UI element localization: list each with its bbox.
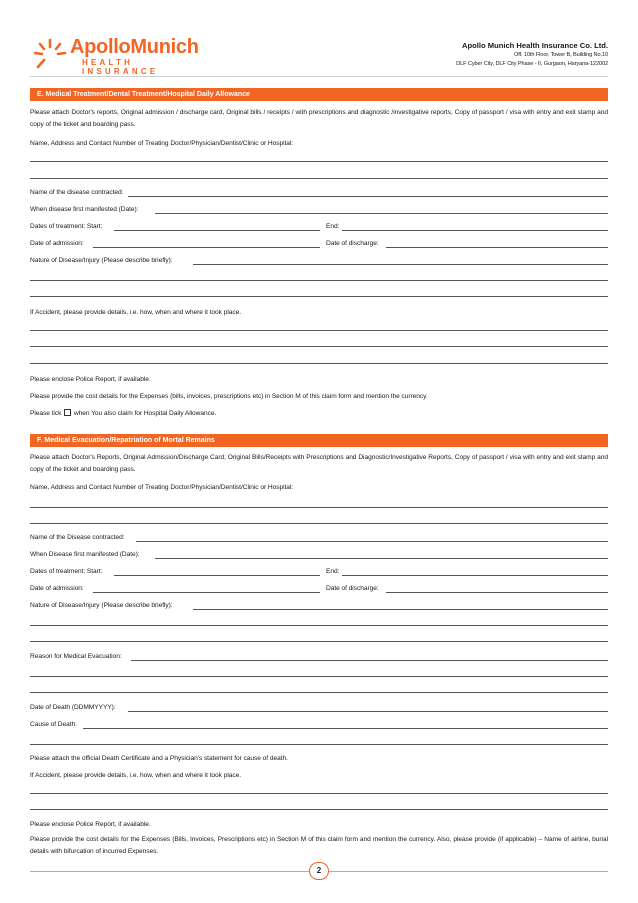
section-f-admission-field[interactable] (93, 592, 320, 593)
section-e-cost-note: Please provide the cost details for the Expenses (bills, invoices, prescriptions etc) in Section M of this claim form and mention the currency. (30, 393, 428, 400)
section-e-manifest-label: When disease first manifested (Date): (30, 206, 139, 213)
section-f-evacuation-line-3[interactable] (30, 692, 608, 693)
logo-wordmark: ApolloMunich (70, 36, 199, 58)
section-e-end-field[interactable] (342, 230, 608, 231)
header-divider (30, 76, 608, 77)
section-f-end-field[interactable] (342, 575, 608, 576)
section-f-manifest-field[interactable] (155, 558, 608, 559)
section-e-disease-field[interactable] (128, 196, 608, 197)
section-f-death-cause-field[interactable] (83, 728, 608, 729)
section-f-nature-label: Nature of Disease/Injury (Please describe briefly): (30, 602, 173, 609)
section-e-doctor-label: Name, Address and Contact Number of Treating Doctor/Physician/Dentist/Clinic or Hospital: (30, 140, 294, 147)
section-f-police-note: Please enclose Police Report, if available. (30, 821, 151, 828)
section-e-accident-line-1[interactable] (30, 330, 608, 331)
section-e-doctor-line-1[interactable] (30, 161, 608, 162)
section-e-accident-line-2[interactable] (30, 346, 608, 347)
section-e-disease-label: Name of the disease contracted: (30, 189, 124, 196)
section-e-nature-label: Nature of Disease/Injury (Please describe briefly): (30, 257, 173, 264)
section-f-discharge-label: Date of discharge: (326, 585, 379, 592)
section-e-discharge-label: Date of discharge: (326, 240, 379, 247)
address-line-1: Off. 10th Floor, Tower B, Building No.10 (513, 52, 608, 58)
section-e-admission-field[interactable] (93, 247, 320, 248)
section-f-accident-line-1[interactable] (30, 793, 608, 794)
logo-sun-icon (30, 36, 70, 70)
section-e-nature-field[interactable] (193, 264, 608, 265)
section-f-death-cause-line-2[interactable] (30, 744, 608, 745)
section-f-death-cause-label: Cause of Death: (30, 721, 77, 728)
section-e-manifest-field[interactable] (155, 213, 608, 214)
section-f-nature-field[interactable] (193, 609, 608, 610)
section-f-start-field[interactable] (114, 575, 320, 576)
section-f-death-date-label: Date of Death (DDMMYYYY): (30, 704, 116, 711)
section-f-doctor-label: Name, Address and Contact Number of Treating Doctor/Physician/Dentist/Clinic or Hospital: (30, 484, 294, 491)
section-e-attach-note: Please attach Doctor's reports, Original admission / discharge card, Original bills / receipts / with prescriptions and diagnostic /investigative reports, Copy of passport / visa with entry and exit stamp and copy of the ticket and boarding pass. (30, 109, 608, 128)
section-e-start-label: Dates of treatment: Start: (30, 223, 103, 230)
logo-tagline: HEALTH INSURANCE (82, 58, 159, 76)
section-f-doctor-line-2[interactable] (30, 523, 608, 524)
section-f-death-cert-note: Please attach the official Death Certificate and a Physician's statement for cause of death. (30, 755, 288, 762)
section-f-disease-field[interactable] (136, 541, 608, 542)
section-e-accident-line-3[interactable] (30, 363, 608, 364)
section-f-end-label: End: (326, 568, 340, 575)
section-e-discharge-field[interactable] (386, 247, 608, 248)
section-f-manifest-label: When Disease first manifested (Date): (30, 551, 140, 558)
section-e-nature-line-3[interactable] (30, 296, 608, 297)
address-line-2: DLF Cyber City, DLF City Phase - II, Gurgaon, Haryana-122002 (456, 61, 608, 67)
company-address-block (456, 40, 608, 69)
section-f-start-label: Dates of treatment: Start: (30, 568, 103, 575)
section-e-doctor-line-2[interactable] (30, 178, 608, 179)
section-f-doctor-line-1[interactable] (30, 507, 608, 508)
section-e-nature-line-2[interactable] (30, 280, 608, 281)
page-number: 2 (309, 862, 329, 880)
section-f-accident-line-2[interactable] (30, 809, 608, 810)
company-name: Apollo Munich Health Insurance Co. Ltd. (462, 41, 608, 50)
section-f-evacuation-line-2[interactable] (30, 676, 608, 677)
section-e-header: E. Medical Treatment/Dental Treatment/Hospital Daily Allowance (30, 88, 608, 101)
section-f-evacuation-label: Reason for Medical Evacuation: (30, 653, 122, 660)
section-f-evacuation-field[interactable] (131, 660, 608, 661)
section-f-admission-label: Date of admission: (30, 585, 84, 592)
section-e-start-field[interactable] (114, 230, 320, 231)
section-e-admission-label: Date of admission: (30, 240, 84, 247)
section-e-police-note: Please enclose Police Report, if available. (30, 376, 151, 383)
company-logo (30, 36, 210, 76)
section-e-end-label: End: (326, 223, 340, 230)
section-f-nature-line-3[interactable] (30, 641, 608, 642)
hospital-daily-allowance-checkbox[interactable] (64, 409, 71, 416)
section-e-tick-line: Please tick when You also claim for Hospital Daily Allowance. (30, 410, 217, 417)
section-f-header: F. Medical Evacuation/Repatriation of Mortal Remains (30, 434, 608, 447)
section-f-accident-label: If Accident, please provide details, i.e. how, when and where it took place. (30, 772, 241, 779)
section-f-nature-line-2[interactable] (30, 625, 608, 626)
section-f-attach-note: Please attach Doctor's Reports, Original Admission/Discharge Card, Original Bills/Receipts with Prescriptions and Diagnostic/Investigative Reports, Copy of passport / visa with entry and exit stamp and copy of the ticket and boarding pass. (30, 454, 608, 473)
section-f-disease-label: Name of the Disease contracted: (30, 534, 125, 541)
section-f-cost-note: Please provide the cost details for the Expenses (Bills, Invoices, Prescriptions etc) in Section M of this claim form and mention the currency. Also, please provide (if applicable) – Name of airline, burial details with bifurcation of incurred Expenses. (30, 836, 608, 855)
section-f-discharge-field[interactable] (386, 592, 608, 593)
section-e-accident-label: If Accident, please provide details, i.e. how, when and where it took place. (30, 309, 241, 316)
section-f-death-date-field[interactable] (128, 711, 608, 712)
